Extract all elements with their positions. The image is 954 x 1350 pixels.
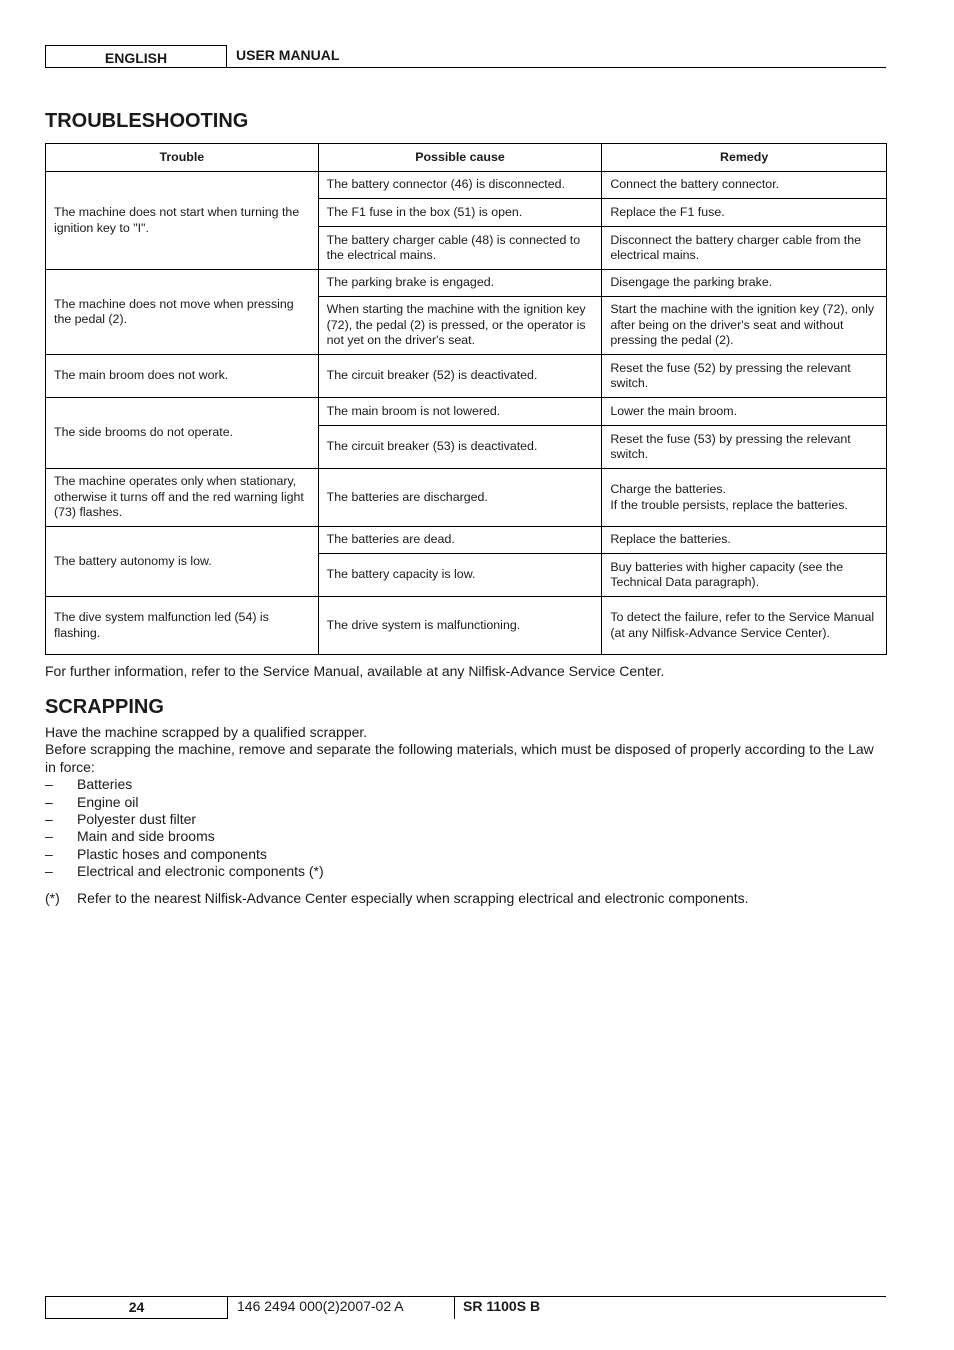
page-footer bbox=[45, 1296, 886, 1319]
list-item bbox=[45, 811, 886, 828]
header-rule bbox=[45, 67, 886, 68]
list-item-text: Engine oil bbox=[77, 793, 139, 810]
list-item bbox=[45, 863, 886, 880]
cause-cell: The batteries are discharged. bbox=[318, 469, 602, 527]
table-row bbox=[46, 270, 887, 297]
remedy-cell: Reset the fuse (53) by pressing the relevant switch. bbox=[602, 426, 887, 469]
table-row bbox=[46, 469, 887, 527]
list-item-text: Electrical and electronic components (*) bbox=[77, 863, 324, 880]
cause-cell: The main broom is not lowered. bbox=[318, 398, 602, 426]
remedy-line: Charge the batteries. bbox=[610, 482, 727, 496]
cause-cell: The F1 fuse in the box (51) is open. bbox=[318, 199, 602, 227]
scrapping-section bbox=[45, 724, 886, 907]
table-row bbox=[46, 355, 887, 398]
list-item-text: Batteries bbox=[77, 776, 133, 793]
cause-cell: The circuit breaker (53) is deactivated. bbox=[318, 426, 602, 469]
dash-bullet: – bbox=[45, 811, 53, 828]
remedy-cell: Disconnect the battery charger cable from the electrical mains. bbox=[602, 227, 887, 270]
document-code: 146 2494 000(2)2007-02 A bbox=[237, 1298, 404, 1314]
page-number: 24 bbox=[45, 1296, 228, 1319]
table-row bbox=[46, 527, 887, 554]
table-row bbox=[46, 597, 887, 655]
trouble-cell: The main broom does not work. bbox=[46, 355, 319, 398]
remedy-cell: Lower the main broom. bbox=[602, 398, 887, 426]
list-item bbox=[45, 828, 886, 845]
list-item-text: Polyester dust filter bbox=[77, 811, 197, 828]
cause-cell: The batteries are dead. bbox=[318, 527, 602, 554]
remedy-cell: Disengage the parking brake. bbox=[602, 270, 887, 297]
dash-bullet: – bbox=[45, 776, 53, 793]
column-header-trouble: Trouble bbox=[46, 144, 319, 172]
footnote bbox=[45, 890, 886, 907]
remedy-cell: Buy batteries with higher capacity (see the Technical Data paragraph). bbox=[602, 554, 887, 597]
footnote-text: Refer to the nearest Nilfisk-Advance Center especially when scrapping electrical and electronic components. bbox=[77, 889, 749, 906]
cause-cell: The drive system is malfunctioning. bbox=[318, 597, 602, 655]
column-header-cause: Possible cause bbox=[318, 144, 602, 172]
troubleshooting-table bbox=[45, 143, 887, 655]
cause-cell: The battery charger cable (48) is connected to the electrical mains. bbox=[318, 227, 602, 270]
list-item-text: Plastic hoses and components bbox=[77, 845, 267, 862]
remedy-cell: Reset the fuse (52) by pressing the relevant switch. bbox=[602, 355, 887, 398]
remedy-cell: Replace the batteries. bbox=[602, 527, 887, 554]
trouble-cell: The machine operates only when stationary, otherwise it turns off and the red warning light (73) flashes. bbox=[46, 469, 319, 527]
table-header-row bbox=[46, 144, 887, 172]
trouble-cell: The side brooms do not operate. bbox=[46, 398, 319, 469]
table-row bbox=[46, 398, 887, 426]
trouble-cell: The battery autonomy is low. bbox=[46, 527, 319, 597]
cause-cell: The battery capacity is low. bbox=[318, 554, 602, 597]
materials-list bbox=[45, 776, 886, 880]
model-name: SR 1100S B bbox=[463, 1298, 541, 1314]
trouble-cell: The dive system malfunction led (54) is flashing. bbox=[46, 597, 319, 655]
dash-bullet: – bbox=[45, 845, 53, 862]
dash-bullet: – bbox=[45, 828, 53, 845]
list-item bbox=[45, 794, 886, 811]
remedy-cell: Connect the battery connector. bbox=[602, 172, 887, 199]
footnote-mark: (*) bbox=[45, 889, 60, 906]
troubleshooting-heading: TROUBLESHOOTING bbox=[45, 110, 249, 132]
header-language: ENGLISH bbox=[45, 45, 227, 67]
list-item bbox=[45, 776, 886, 793]
remedy-cell: Start the machine with the ignition key (72), only after being on the driver's seat and without pressing the pedal (2). bbox=[602, 297, 887, 355]
scrapping-intro: Have the machine scrapped by a qualified scrapper. bbox=[45, 724, 368, 740]
remedy-cell: To detect the failure, refer to the Service Manual (at any Nilfisk-Advance Service Center). bbox=[602, 597, 887, 655]
trouble-cell: The machine does not start when turning the ignition key to "I". bbox=[46, 172, 319, 270]
table-row bbox=[46, 172, 887, 199]
column-header-remedy: Remedy bbox=[602, 144, 887, 172]
cause-cell: The battery connector (46) is disconnected. bbox=[318, 172, 602, 199]
page-header bbox=[45, 45, 886, 68]
list-item-text: Main and side brooms bbox=[77, 828, 215, 845]
remedy-cell: Replace the F1 fuse. bbox=[602, 199, 887, 227]
cause-cell: The circuit breaker (52) is deactivated. bbox=[318, 355, 602, 398]
trouble-cell: The machine does not move when pressing the pedal (2). bbox=[46, 270, 319, 355]
cause-cell: The parking brake is engaged. bbox=[318, 270, 602, 297]
list-item bbox=[45, 846, 886, 863]
scrapping-instructions: Before scrapping the machine, remove and separate the following materials, which must be disposed of properly according to the Law in force: bbox=[45, 741, 874, 775]
remedy-line: If the trouble persists, replace the batteries. bbox=[610, 497, 848, 512]
service-manual-note: For further information, refer to the Service Manual, available at any Nilfisk-Advance Service Center. bbox=[45, 663, 665, 679]
dash-bullet: – bbox=[45, 863, 53, 880]
cause-cell: When starting the machine with the ignition key (72), the pedal (2) is pressed, or the operator is not yet on the driver's seat. bbox=[318, 297, 602, 355]
header-title: USER MANUAL bbox=[236, 47, 340, 63]
remedy-cell bbox=[602, 469, 887, 527]
scrapping-heading: SCRAPPING bbox=[45, 696, 164, 718]
dash-bullet: – bbox=[45, 793, 53, 810]
footer-divider bbox=[454, 1296, 455, 1319]
